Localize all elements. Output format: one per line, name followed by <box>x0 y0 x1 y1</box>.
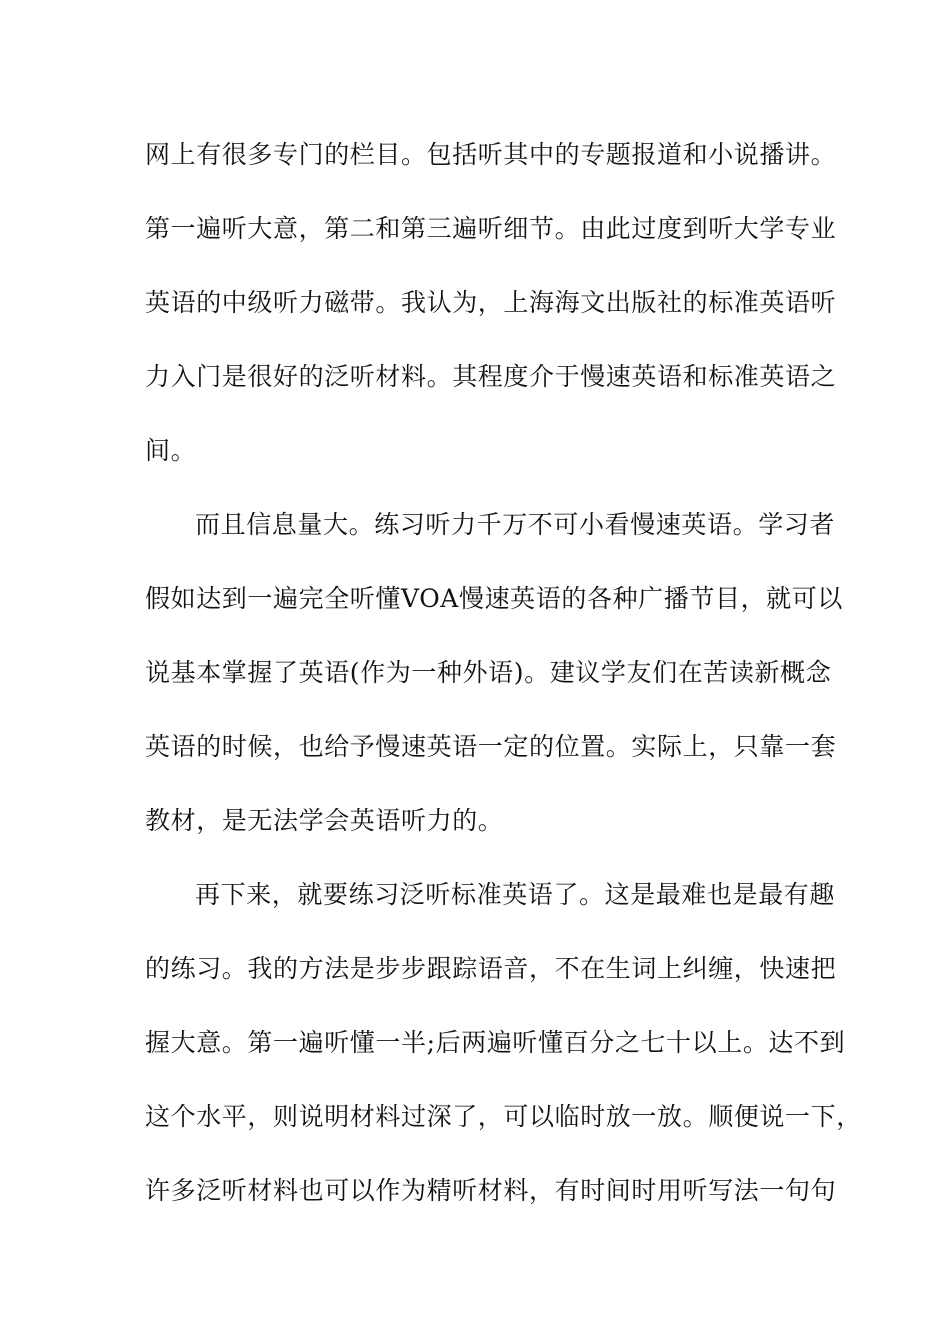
text-line: 网上有很多专门的栏目。包括听其中的专题报道和小说播讲。 <box>145 140 837 169</box>
text-line: 英语的时候，也给予慢速英语一定的位置。实际上，只靠一套 <box>145 732 837 761</box>
text-line: 第一遍听大意，第二和第三遍听细节。由此过度到听大学专业 <box>145 214 837 243</box>
text-line: 力入门是很好的泛听材料。其程度介于慢速英语和标准英语之 <box>145 362 837 391</box>
text-line: 英语的中级听力磁带。我认为，上海海文出版社的标准英语听 <box>145 288 837 317</box>
text-line: 握大意。第一遍听懂一半;后两遍听懂百分之七十以上。达不到 <box>145 1028 846 1057</box>
body-text <box>145 128 862 1238</box>
text-line: 这个水平，则说明材料过深了，可以临时放一放。顺便说一下， <box>145 1102 862 1131</box>
paragraph-first-line: 再下来，就要练习泛听标准英语了。这是最难也是最有趣 <box>195 880 836 909</box>
text-line: 的练习。我的方法是步步跟踪语音，不在生词上纠缠，快速把 <box>145 954 837 983</box>
text-line: 许多泛听材料也可以作为精听材料，有时间时用听写法一句句 <box>145 1176 837 1205</box>
text-line: 教材，是无法学会英语听力的。 <box>145 806 504 835</box>
paragraph-first-line: 而且信息量大。练习听力千万不可小看慢速英语。学习者 <box>195 510 836 539</box>
text-line: 说基本掌握了英语(作为一种外语)。建议学友们在苦读新概念 <box>145 658 832 687</box>
text-line: 假如达到一遍完全听懂VOA慢速英语的各种广播节目，就可以 <box>145 584 843 613</box>
text-line: 间。 <box>145 436 197 465</box>
